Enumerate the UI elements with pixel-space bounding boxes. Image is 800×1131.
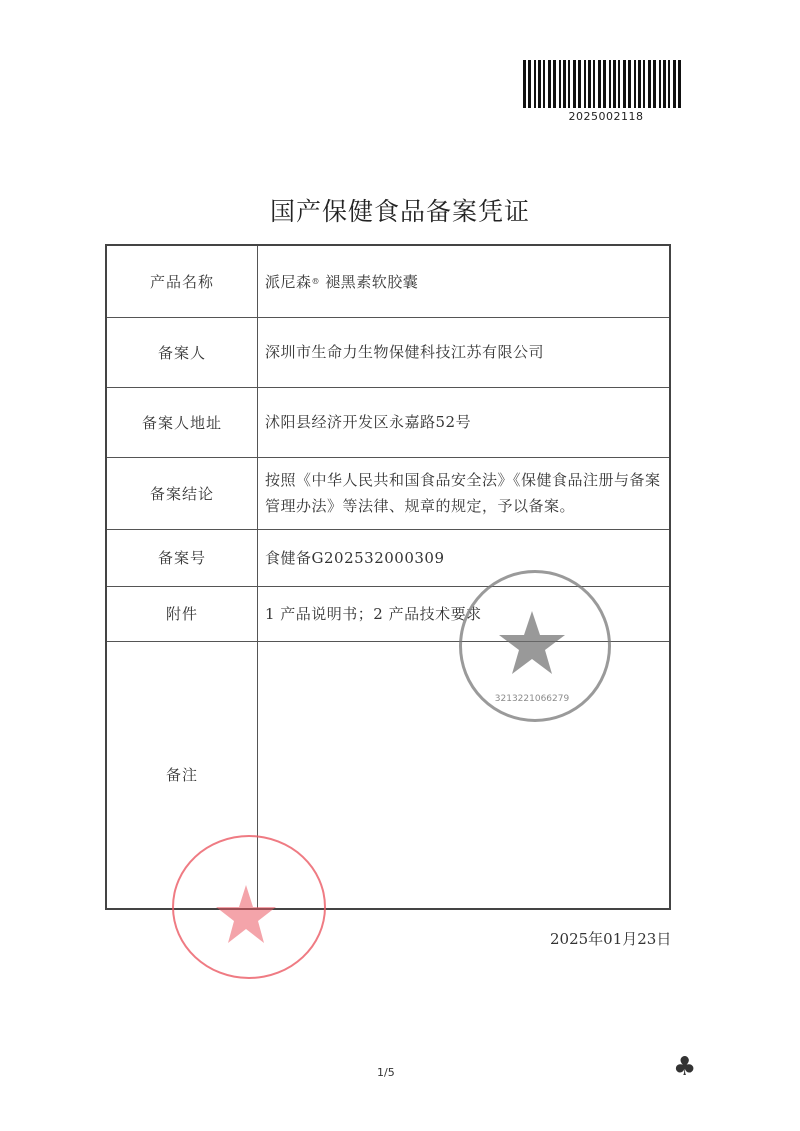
row-conclusion [107, 457, 669, 530]
label-registrant: 备案人 [107, 317, 258, 387]
company-seal-red [172, 835, 326, 979]
svg-text:3213221066279: 3213221066279 [494, 694, 570, 704]
record-date: 2025年01月23日 [550, 930, 672, 948]
label-address: 备案人地址 [107, 387, 258, 457]
star-icon [462, 573, 608, 719]
row-product-name [107, 246, 669, 318]
label-conclusion: 备案结论 [107, 457, 258, 529]
value-address: 沭阳县经济开发区永嘉路52号 [265, 413, 472, 431]
registered-mark: ® [311, 276, 321, 286]
label-attachments: 附件 [107, 586, 258, 641]
club-icon: ♣ [673, 1052, 697, 1082]
value-record-number: 食健备G202532000309 [265, 548, 445, 567]
product-type: 褪黑素软胶囊 [320, 272, 419, 291]
document-title: 国产保健食品备案凭证 [269, 197, 530, 226]
value-registrant: 深圳市生命力生物保健科技江苏有限公司 [265, 343, 545, 361]
value-conclusion: 按照《中华人民共和国食品安全法》《保健食品注册与备案管理办法》等法律、规章的规定，予以备案。 [265, 471, 661, 515]
label-record-number: 备案号 [107, 529, 258, 586]
row-registrant [107, 317, 669, 388]
company-seal-gray [459, 570, 611, 722]
value-attachments: 1 产品说明书；2 产品技术要求 [265, 604, 482, 623]
product-brand: 派尼森 [265, 272, 312, 291]
label-product-name: 产品名称 [107, 246, 258, 317]
page-number: 1/5 [377, 1066, 395, 1079]
barcode [523, 60, 689, 108]
star-icon [174, 837, 324, 977]
value-product-name [258, 246, 669, 317]
label-remarks: 备注 [107, 641, 258, 908]
row-address [107, 387, 669, 458]
barcode-number: 2025002118 [568, 110, 644, 123]
